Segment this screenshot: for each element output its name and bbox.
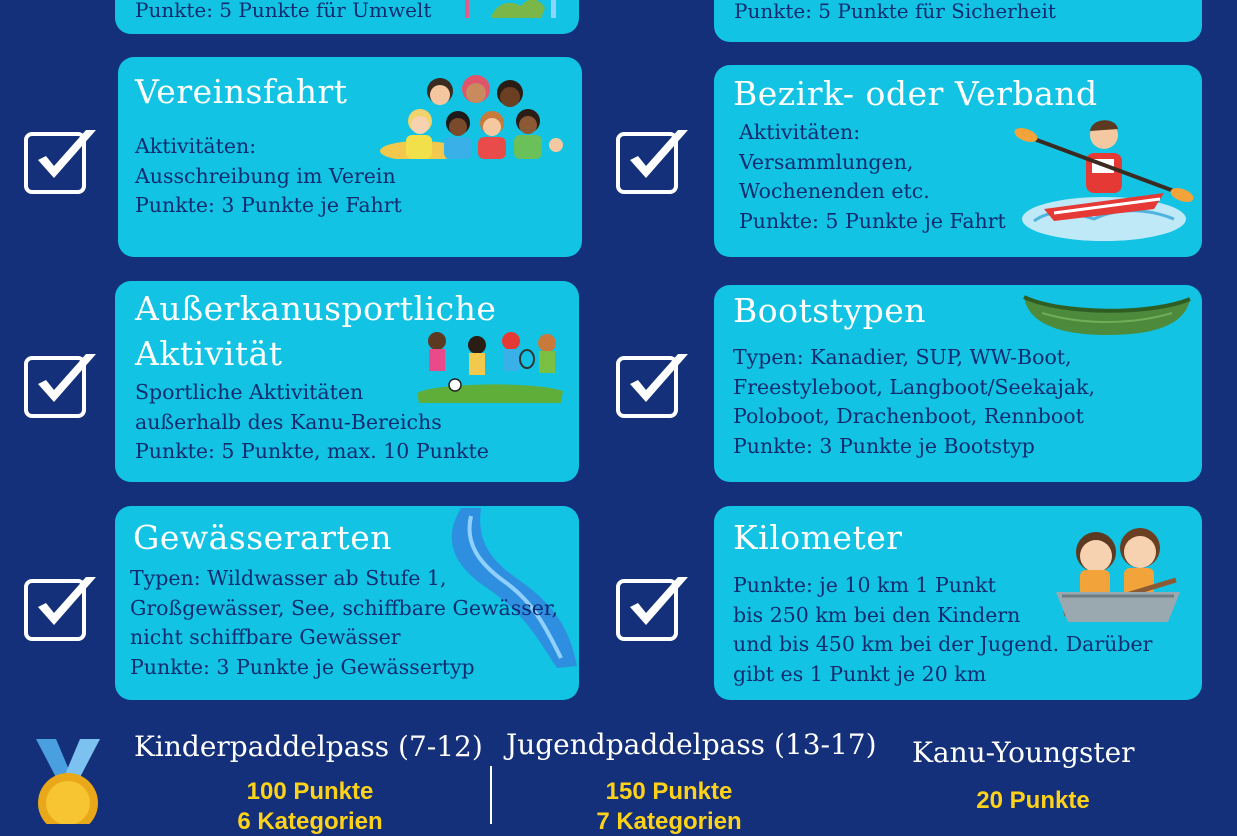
vereinsfahrt-line: Aktivitäten: (135, 134, 257, 158)
check-icon (616, 573, 690, 643)
vereinsfahrt-line: Punkte: 3 Punkte je Fahrt (135, 193, 402, 217)
umwelt-card (115, 0, 579, 34)
jugend-pass-points: 150 Punkte (605, 778, 733, 805)
bootstypen-line: Punkte: 3 Punkte je Bootstyp (733, 433, 1035, 458)
kinder-pass-categories: 6 Kategorien (237, 808, 383, 835)
youngster-title: Kanu-Youngster (912, 736, 1135, 769)
vereinsfahrt-line: Ausschreibung im Verein (135, 163, 396, 188)
bootstypen-card (714, 285, 1202, 482)
bezirk-line: Wochenenden etc. (739, 179, 930, 203)
bezirk-line: Punkte: 5 Punkte je Fahrt (739, 208, 1006, 233)
kilometer-line: und bis 450 km bei der Jugend. Darüber (733, 632, 1153, 656)
ausserkanu-title-1: Außerkanusportliche (135, 289, 497, 328)
vereinsfahrt-title: Vereinsfahrt (135, 72, 348, 111)
gewaesser-line: Punkte: 3 Punkte je Gewässertyp (130, 654, 475, 679)
gewaesser-text (130, 564, 558, 682)
children-group-illustration (380, 69, 566, 159)
umwelt-points: Punkte: 5 Punkte für Umwelt (135, 0, 432, 22)
bootstypen-title: Bootstypen (733, 291, 926, 330)
sicherheit-points: Punkte: 5 Punkte für Sicherheit (734, 0, 1056, 23)
check-icon (616, 350, 690, 420)
gewaesser-line: nicht schiffbare Gewässer (130, 625, 401, 649)
kilometer-title: Kilometer (733, 518, 903, 557)
bezirk-title: Bezirk- oder Verband (733, 74, 1098, 113)
summary-divider (490, 766, 492, 824)
bezirk-line: Aktivitäten: (739, 120, 861, 144)
gewaesser-line: Großgewässer, See, schiffbare Gewässer, (130, 595, 558, 620)
ausserkanu-title-2: Aktivität (135, 334, 283, 373)
kilometer-line: bis 250 km bei den Kindern (733, 602, 1021, 627)
check-icon (616, 126, 690, 196)
kilometer-card (714, 506, 1202, 700)
umwelt-illustration (451, 0, 563, 18)
kilometer-line: gibt es 1 Punkt je 20 km (733, 661, 987, 686)
bootstypen-line: Poloboot, Drachenboot, Rennboot (733, 404, 1084, 428)
kilometer-line: Punkte: je 10 km 1 Punkt (733, 573, 996, 597)
youngster-points: 20 Punkte (976, 787, 1090, 814)
gewaesser-line: Typen: Wildwasser ab Stufe 1, (130, 566, 447, 590)
bezirk-text (739, 118, 1006, 236)
vereinsfahrt-card (118, 57, 582, 257)
vereinsfahrt-text (135, 132, 402, 221)
jugend-pass-title: Jugendpaddelpass (13-17) (506, 728, 877, 761)
check-icon (24, 126, 98, 196)
check-icon (24, 573, 98, 643)
bootstypen-text (733, 343, 1095, 461)
ausserkanu-line: außerhalb des Kanu-Bereichs (135, 409, 442, 434)
jugend-pass-categories: 7 Kategorien (596, 808, 742, 835)
ausserkanu-line: Punkte: 5 Punkte, max. 10 Punkte (135, 439, 489, 463)
kinder-pass-title: Kinderpaddelpass (7-12) (134, 730, 483, 763)
bezirk-line: Versammlungen, (739, 149, 914, 174)
gewaesser-title: Gewässerarten (133, 518, 392, 557)
kinder-pass-points: 100 Punkte (246, 778, 374, 805)
bezirk-card (714, 65, 1202, 257)
kilometer-text (733, 571, 1152, 689)
ausserkanu-text (135, 378, 489, 467)
canoe-illustration (1022, 291, 1192, 337)
gewaesser-card (115, 506, 579, 700)
kayaker-illustration (1014, 109, 1194, 245)
bootstypen-line: Typen: Kanadier, SUP, WW-Boot, (733, 345, 1072, 369)
ausserkanu-card (115, 281, 579, 482)
bootstypen-line: Freestyleboot, Langboot/Seekajak, (733, 374, 1095, 399)
medal-icon (34, 739, 102, 824)
ausserkanu-line: Sportliche Aktivitäten (135, 380, 364, 404)
sicherheit-card (714, 0, 1202, 42)
check-icon (24, 350, 98, 420)
